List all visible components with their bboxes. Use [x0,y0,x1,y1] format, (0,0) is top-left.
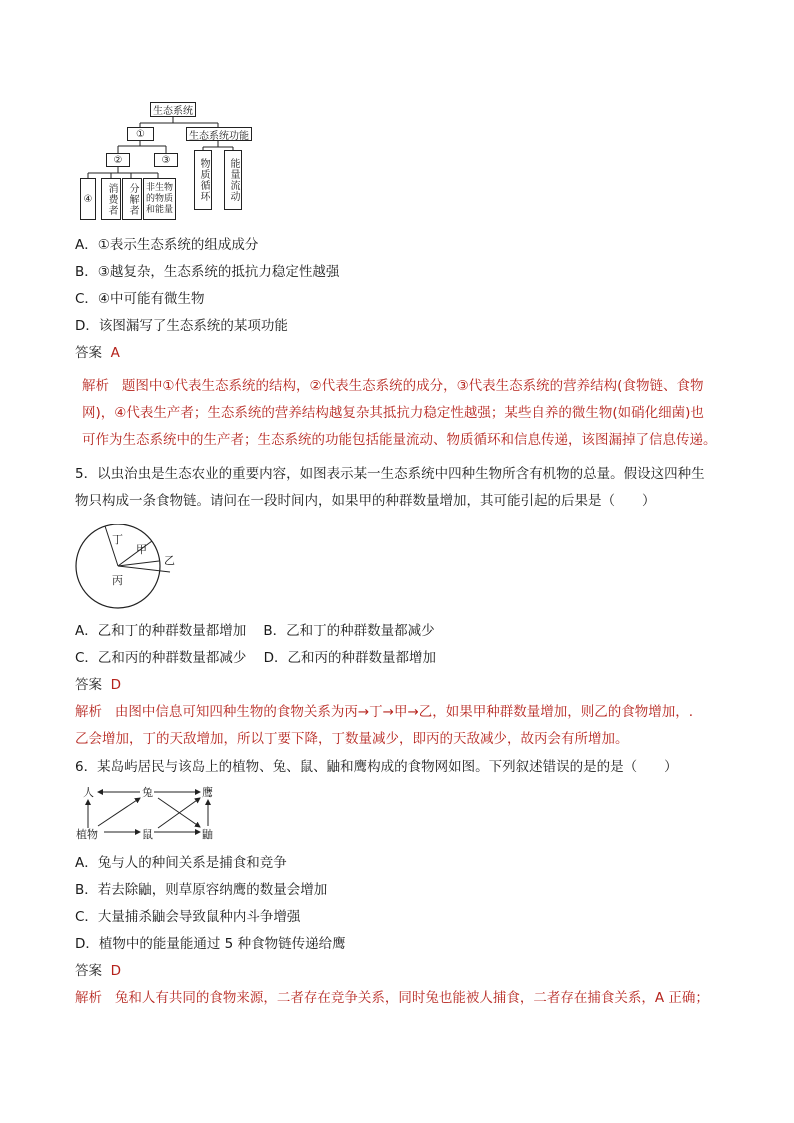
q6-stem: 6．某岛屿居民与该岛上的植物、兔、鼠、鼬和鹰构成的食物网如图。下列叙述错误的是的是（ ） [75,759,678,775]
q5-option-d: D．乙和丙的种群数量都增加 [263,650,437,666]
node-ecosystem-function: 生态系统功能 [186,127,252,141]
web-node-ren: 人 [83,786,94,799]
web-node-you: 鼬 [202,828,213,841]
answer-label: 答案 [75,677,102,693]
q6-answer [75,961,121,981]
q5-options-row-2 [75,648,436,668]
node-ecosystem: 生态系统 [150,102,196,117]
node-consumer: 消费者 [101,178,121,220]
q6-analysis-line-1 [75,988,709,1008]
analysis-label: 解析 [82,378,109,394]
analysis-label: 解析 [75,704,102,720]
q5-stem-line-1: 5．以虫治虫是生态农业的重要内容，如图表示某一生态系统中四种生物所含有机物的总量。假设这四种生 [75,466,705,482]
q4-analysis-line-2: 网)，④代表生产者；生态系统的营养结构越复杂其抵抗力稳定性越强；某些自养的微生物(如硝化细菌)也 [82,405,704,421]
analysis-label: 解析 [75,990,102,1006]
ecosystem-concept-diagram [78,100,258,225]
q5-analysis-line-1 [75,702,693,722]
q4-answer [75,343,120,363]
q5-analysis-line-2: 乙会增加，丁的天敌增加，所以丁要下降，丁数量减少，即丙的天敌减少，故丙会有所增加。 [75,731,629,747]
web-node-tu: 兔 [142,786,153,799]
q4-option-c: C．④中可能有微生物 [75,291,205,307]
answer-label: 答案 [75,963,102,979]
q6-option-a: A．兔与人的种间关系是捕食和竞争 [75,855,287,871]
q5-answer [75,675,121,695]
q6-option-b: B．若去除鼬，则草原容纳鹰的数量会增加 [75,882,328,898]
q4-option-b: B．③越复杂，生态系统的抵抗力稳定性越强 [75,264,340,280]
node-decomposer: 分解者 [122,178,142,220]
node-1: ① [127,127,154,141]
node-abiotic: 非生物的物质和能量 [143,178,176,220]
q6-option-c: C．大量捕杀鼬会导致鼠种内斗争增强 [75,909,301,925]
pie-label-bing: 丙 [112,574,123,587]
q5-stem-line-2: 物只构成一条食物链。请问在一段时间内，如果甲的种群数量增加，其可能引起的后果是（ ） [75,493,656,509]
analysis-text: 兔和人有共同的食物来源，二者存在竞争关系，同时兔也能被人捕食，二者存在捕食关系，A 正确； [114,990,709,1006]
answer-label: 答案 [75,345,102,361]
organic-matter-pie [74,524,184,610]
node-material-cycle: 物质循环 [194,150,212,210]
analysis-text: 题图中①代表生态系统的结构，②代表生态系统的成分，③代表生态系统的营养结构(食物链、食物 [121,378,704,394]
q4-analysis-line-3: 可作为生态系统中的生产者；生态系统的功能包括能量流动、物质循环和信息传递，该图漏掉了信息传递。 [82,432,717,448]
pie-label-yi: 乙 [164,554,175,567]
q5-option-b: B．乙和丁的种群数量都减少 [263,623,435,639]
answer-value: D [110,963,121,979]
analysis-text: 由图中信息可知四种生物的食物关系为丙→丁→甲→乙，如果甲种群数量增加，则乙的食物增加，. [114,704,694,720]
food-web-diagram [74,782,224,844]
q5-options-row-1 [75,621,435,641]
web-node-shu: 鼠 [142,828,153,841]
q4-analysis-line-1 [82,376,703,396]
q5-option-c: C．乙和丙的种群数量都减少 [75,650,247,666]
node-2: ② [106,153,130,167]
q4-option-a: A．①表示生态系统的组成成分 [75,237,259,253]
web-node-ying: 鹰 [202,786,213,799]
pie-label-ding: 丁 [112,533,123,546]
q6-option-d: D．植物中的能量能通过 5 种食物链传递给鹰 [75,936,346,952]
node-4: ④ [80,178,96,220]
answer-value: A [110,345,120,361]
answer-value: D [110,677,121,693]
pie-label-jia: 甲 [136,543,147,556]
node-3: ③ [154,153,178,167]
q5-option-a: A．乙和丁的种群数量都增加 [75,623,247,639]
node-energy-flow: 能量流动 [224,150,242,210]
web-node-zhiwu: 植物 [76,828,98,841]
q4-option-d: D．该图漏写了生态系统的某项功能 [75,318,288,334]
